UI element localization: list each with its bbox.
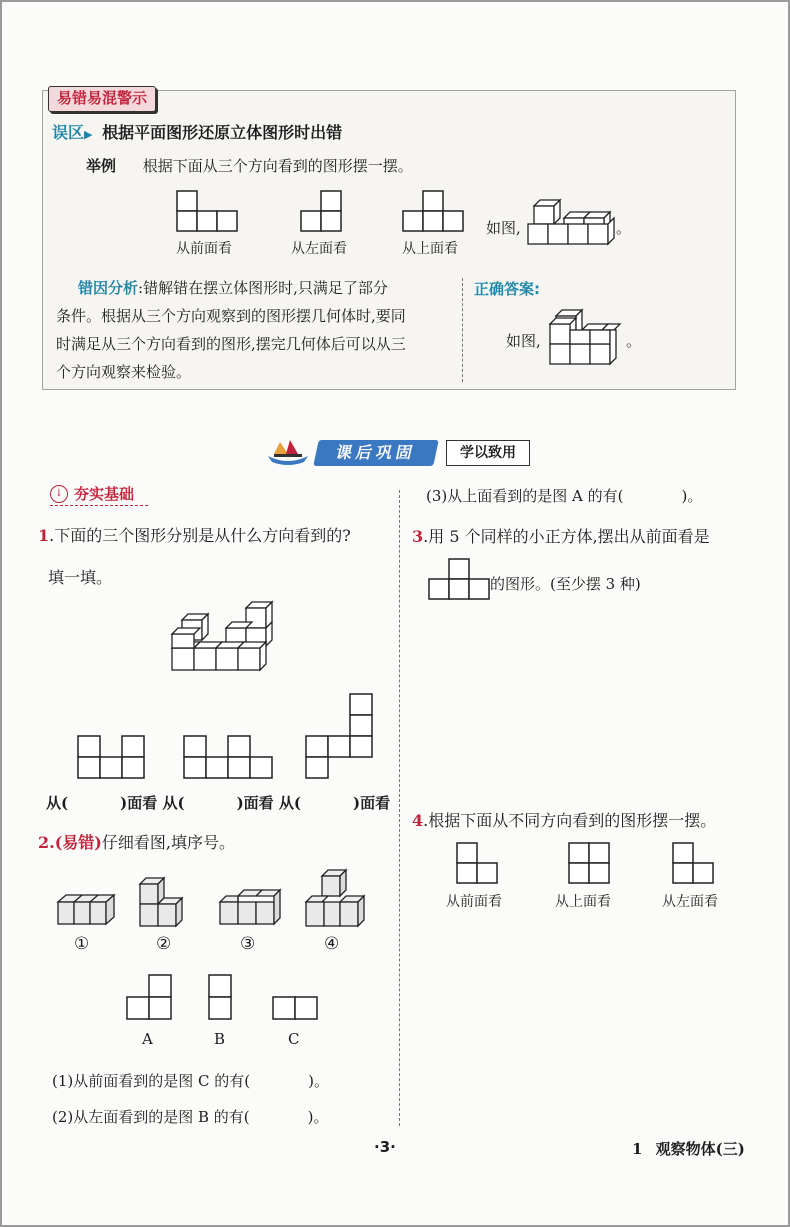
q2-view-b-label: B — [214, 1030, 226, 1048]
analysis-line-3: 时满足从三个方向看到的图形,摆完几何体后可以从三 — [56, 335, 406, 353]
example-text: 根据下面从三个方向看到的图形摆一摆。 — [142, 157, 413, 175]
correct-answer-prefix: 如图, — [506, 332, 541, 350]
q2-view-c — [272, 996, 318, 1020]
analysis-line-2: 条件。根据从三个方向观察到的图形摆几何体时,要同 — [56, 307, 406, 325]
view-label-front: 从前面看 — [176, 241, 232, 257]
q1-view-1 — [76, 734, 146, 780]
q2-solid-2 — [136, 876, 194, 930]
q4-front-view — [456, 842, 500, 886]
q1-solid — [168, 600, 276, 672]
banner-title: 课后巩固 — [313, 440, 439, 466]
section-underline — [50, 505, 148, 506]
section-title: 夯实基础 — [74, 485, 135, 503]
analysis-label: 错因分析 — [78, 279, 139, 297]
q1-number: 1 — [38, 526, 50, 545]
mistake-area-label: 误区 — [52, 123, 85, 142]
q2-view-b — [208, 974, 232, 1020]
warning-tag: 易错易混警示 — [48, 86, 156, 112]
q2-text: 2.(易错)仔细看图,填序号。 — [38, 833, 235, 852]
q2-label-3: ③ — [240, 934, 256, 954]
q2-number: 2 — [38, 833, 50, 852]
page-number: ·3· — [374, 1138, 396, 1156]
example-label: 举例 — [86, 157, 117, 175]
q2-solid-4 — [304, 868, 366, 930]
boat-icon — [264, 438, 312, 464]
chapter-number: 1 — [632, 1140, 643, 1158]
example-top-view — [402, 190, 466, 234]
column-divider — [399, 490, 400, 1126]
view-label-left: 从左面看 — [291, 241, 347, 257]
q2-label-4: ④ — [324, 934, 340, 954]
q1-view-3 — [304, 692, 374, 780]
q4-label-top: 从上面看 — [555, 894, 611, 910]
analysis-line-1: 错因分析:错解错在摆立体图形时,只满足了部分 — [78, 279, 388, 297]
q1-text: 1.下面的三个图形分别是从什么方向看到的? — [38, 526, 351, 545]
q1-label-2-open: 从( — [162, 794, 185, 812]
banner-subtitle: 学以致用 — [446, 440, 530, 466]
q3-text-line2: 的图形。(至少摆 3 种) — [490, 575, 641, 593]
q3-text: 3.用 5 个同样的小正方体,摆出从前面看是 — [412, 527, 710, 546]
q2-tag: .(易错) — [49, 833, 102, 852]
q4-left-view — [672, 842, 716, 886]
q1-view-2 — [182, 734, 274, 780]
q2-sub2: (2)从左面看到的是图 B 的有( )。 — [52, 1108, 329, 1126]
q1-label-3-open: 从( — [278, 794, 302, 812]
q2-label-1: ① — [74, 934, 90, 954]
correct-answer-label: 正确答案: — [474, 280, 540, 298]
q4-top-view — [568, 842, 612, 886]
q3-number: 3 — [412, 527, 424, 546]
triangle-icon: ▶ — [84, 128, 93, 141]
chapter-footer — [632, 1138, 745, 1159]
example-front-view — [176, 190, 240, 234]
q1-answer-row: 从( )面看 从( )面看 从( )面看 — [46, 794, 391, 812]
example-row — [86, 155, 413, 176]
correct-answer-cubes — [548, 308, 628, 366]
q2-view-c-label: C — [288, 1030, 300, 1048]
download-icon: ↓ — [50, 485, 68, 503]
q2-label-2: ② — [156, 934, 172, 954]
q4-label-left: 从左面看 — [662, 894, 718, 910]
q2-view-a — [126, 974, 172, 1020]
example-left-view — [300, 190, 344, 234]
q4-label-front: 从前面看 — [446, 894, 502, 910]
mistake-area — [52, 120, 342, 143]
wrong-answer-suffix: 。 — [616, 219, 632, 237]
q2-sub1: (1)从前面看到的是图 C 的有( )。 — [52, 1072, 329, 1090]
correct-answer-suffix: 。 — [626, 332, 642, 350]
q1-label-1-open: 从( — [46, 794, 69, 812]
analysis-line-4: 个方向观察来检验。 — [56, 363, 192, 381]
analysis-divider — [462, 278, 463, 382]
q1-text-line2: 填一填。 — [48, 568, 113, 587]
q2-solid-3 — [218, 888, 282, 928]
q2-sub3: (3)从上面看到的是图 A 的有( )。 — [426, 487, 703, 505]
chapter-title: 观察物体(三) — [655, 1140, 745, 1158]
error-analysis — [56, 274, 452, 386]
q2-solid-1 — [56, 892, 118, 928]
q2-view-a-label: A — [142, 1030, 153, 1048]
q3-front-view — [428, 558, 490, 600]
view-label-top: 从上面看 — [402, 241, 458, 257]
wrong-answer-cubes — [526, 198, 620, 250]
q4-text: 4.根据下面从不同方向看到的图形摆一摆。 — [412, 811, 717, 830]
mistake-area-title: 根据平面图形还原立体图形时出错 — [102, 123, 343, 142]
q4-number: 4 — [412, 811, 424, 830]
wrong-answer-prefix: 如图, — [486, 219, 521, 237]
